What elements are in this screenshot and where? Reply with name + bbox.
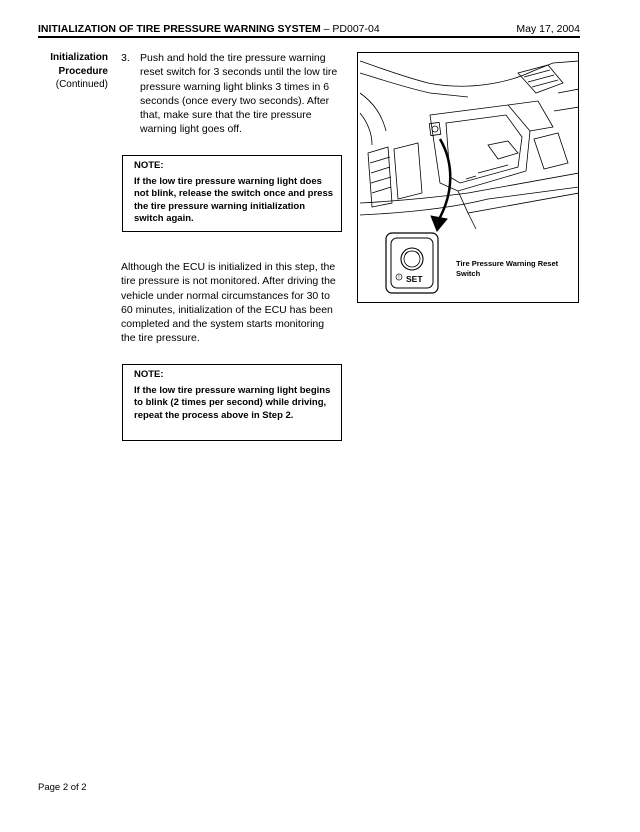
header-rule — [38, 36, 580, 38]
document-title — [38, 22, 380, 36]
section-label-line2: Procedure — [58, 65, 108, 77]
section-label — [38, 51, 108, 92]
note-body: If the low tire pressure warning light does not blink, release the switch once and press the tire pressure warning initialization switch again. — [134, 175, 334, 224]
note-box-2 — [122, 364, 342, 441]
note-box-1 — [122, 155, 342, 232]
title-text: INITIALIZATION OF TIRE PRESSURE WARNING SYSTEM — [38, 23, 321, 35]
step-text: Push and hold the tire pressure warning reset switch for 3 seconds until the low tire pressure warning light blinks 3 times in 6 seconds (once every two seconds). After that, make sure that the tire pressure warning light goes off. — [140, 52, 338, 136]
note-body: If the low tire pressure warning light begins to blink (2 times per second) while driving, repeat the process above in Step 2. — [134, 384, 331, 421]
document-id: – PD007-04 — [323, 23, 380, 35]
note-title: NOTE: — [134, 369, 164, 380]
document-date: May 17, 2004 — [516, 23, 580, 35]
reset-switch-figure — [357, 52, 579, 303]
note-title: NOTE: — [134, 160, 164, 171]
section-label-continued: (Continued) — [55, 79, 108, 90]
switch-set-label: SET — [406, 274, 423, 284]
page-number: Page 2 of 2 — [38, 782, 87, 793]
step-number: 3. — [121, 52, 130, 64]
figure-caption: Tire Pressure Warning Reset Switch — [456, 259, 559, 278]
page-header — [38, 22, 580, 36]
tire-warning-glyph: ! — [398, 275, 400, 281]
section-label-line1: Initialization — [50, 52, 108, 63]
step-3 — [121, 51, 346, 137]
ecu-paragraph: Although the ECU is initialized in this step, the tire pressure is not monitored. After driving the vehicle under normal circumstances for 30 to 60 minutes, initialization of the ECU has been completed and the system starts monitoring the tire pressure. — [121, 261, 336, 345]
